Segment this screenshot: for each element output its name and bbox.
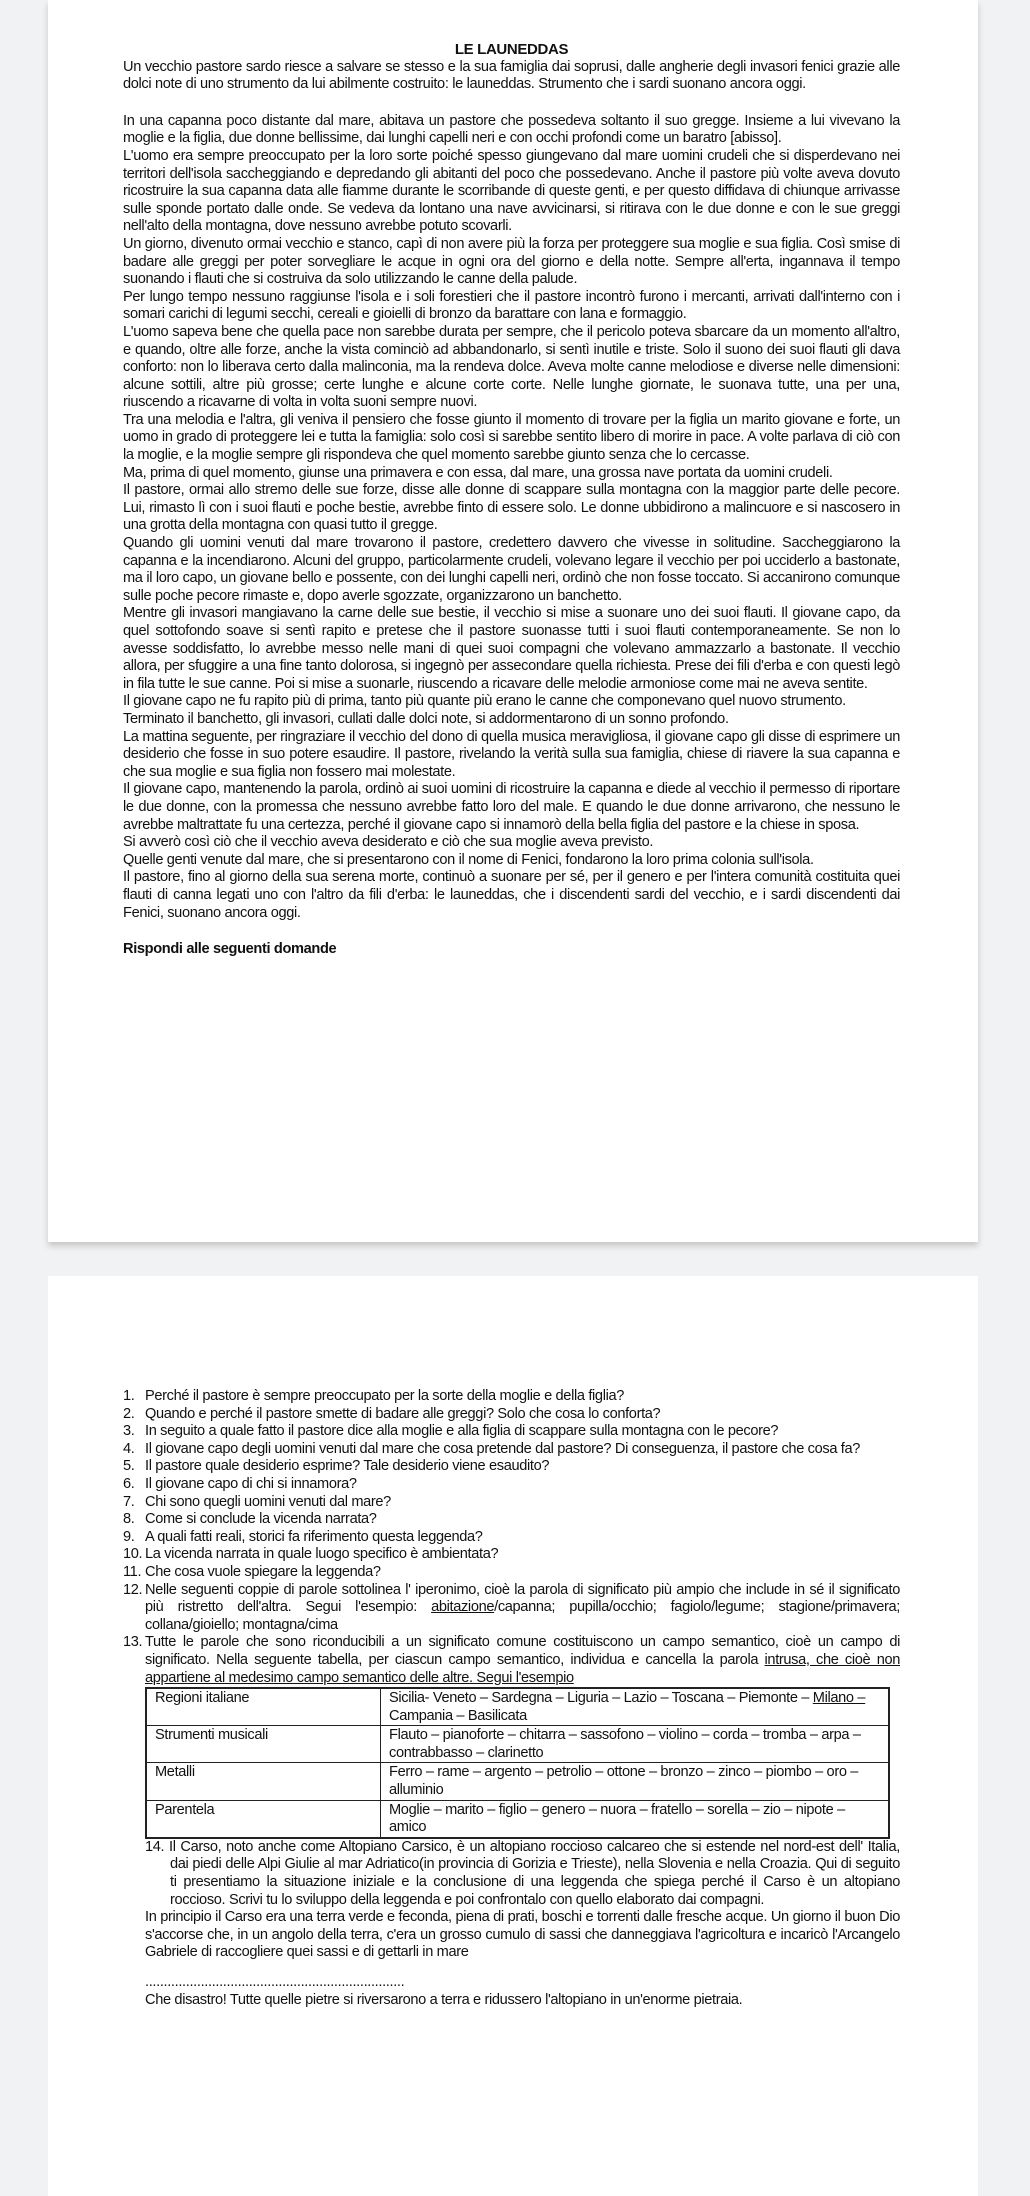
question-12: [123, 1582, 900, 1635]
legend-end: Che disastro! Tutte quelle pietre si riversarono a terra e ridussero l'altopiano in un'enorme pietraia.: [145, 1991, 743, 2008]
story-paragraph: Si avverò così ciò che il vecchio aveva desiderato e ciò che sua moglie aveva previsto.: [123, 834, 654, 851]
question-number: 6.: [123, 1475, 135, 1492]
question-text: Il giovane capo degli uomini venuti dal mare che cosa pretende dal pastore? Di conseguenza, il pastore che cosa fa?: [145, 1440, 861, 1457]
question-text: A quali fatti reali, storici fa riferimento questa leggenda?: [145, 1528, 483, 1545]
question-text: Chi sono quegli uomini venuti dal mare?: [145, 1493, 391, 1510]
answer-blank-line[interactable]: ......................................................................: [145, 1974, 405, 1990]
story-paragraph: Il giovane capo, mantenendo la parola, ordinò ai suoi uomini di ricostruire la capanna e diede al vecchio il permesso di riportare le due donne, con la promessa che nessuno avrebbe fatto loro del male. E quando le due donne arrivarono, che nessuno le avrebbe maltrattate fu una certezza, perché il giovane capo si innamorò della bella figlia del pastore e la chiese in sposa.: [123, 781, 900, 833]
question-item: [123, 1441, 900, 1459]
story-paragraph: In una capanna poco distante dal mare, abitava un pastore che possedeva soltanto il suo gregge. Insieme a lui vivevano la moglie e la figlia, due donne bellissime, dai lunghi capelli neri e con occhi profondi come un baratro [abisso].: [123, 112, 900, 147]
question-number: 7.: [123, 1493, 135, 1510]
question-number: 13.: [123, 1634, 143, 1651]
question-item: [123, 1564, 900, 1582]
question-13: [123, 1634, 900, 1687]
question-item: [123, 1494, 900, 1512]
story-body: [123, 113, 900, 922]
question-text: La vicenda narrata in quale luogo specifico è ambientata?: [145, 1546, 499, 1563]
question-number: 1.: [123, 1388, 135, 1404]
question-text: Nelle seguenti coppie di parole sottolinea l' iperonimo, cioè la parola di significato più ampio che include in sé il significato più ristretto dell'altra. Segui l'esempio:: [145, 1581, 900, 1616]
question-item: [123, 1511, 900, 1529]
question-item: [123, 1458, 900, 1476]
question-number: 4.: [123, 1440, 135, 1457]
table-row: [146, 1726, 889, 1763]
question-number: 9.: [123, 1528, 135, 1545]
story-intro: Un vecchio pastore sardo riesce a salvare se stesso e la sua famiglia dai soprusi, dalle angherie degli invasori fenici grazie alle dolci note di uno strumento da lui abilmente costruito: le launeddas. Strumento che i sardi suonano ancora oggi.: [123, 58, 900, 93]
question-number: 11.: [123, 1563, 142, 1580]
question-item: [123, 1529, 900, 1547]
question-item: [123, 1406, 900, 1424]
question-text: Quando e perché il pastore smette di badare alle greggi? Solo che cosa lo conforta?: [145, 1405, 661, 1422]
question-item: [123, 1476, 900, 1494]
question-text: In seguito a quale fatto il pastore dice alla moglie e alla figlia di scappare sulla montagna con le pecore?: [145, 1423, 779, 1440]
question-text: Che cosa vuole spiegare la leggenda?: [145, 1563, 381, 1580]
story-paragraph: L'uomo era sempre preoccupato per la loro sorte poiché spesso giungevano dal mare uomini crudeli che si disperdevano nei territori dell'isola saccheggiando e depredando gli abitanti del poco che possedevano. Anche il pastore più volte aveva dovuto ricostruire la sua capanna data alle fiamme durante le scorribande di queste genti, e per questo diffidava di chiunque arrivasse sulle sponde portato dalle onde. Se vedeva da lontano una nave avvicinarsi, si ritirava con le due donne e con le sue greggi nell'alto della montagna, dove nessuno avrebbe potuto scovarli.: [123, 147, 900, 235]
semantic-field-name: Parentela: [146, 1800, 381, 1838]
question-text-underlined: intrusa, che cioè non appartiene al medesimo campo semantico delle altre. Segui l'esempio: [145, 1651, 901, 1686]
legend-start: In principio il Carso era una terra verde e feconda, piena di prati, boschi e torrenti dalle fresche acque. Un giorno il buon Dio s'accorse che, in un angolo della terra, c'era un grosso cumulo di sassi che danneggiava l'agricoltura e incaricò l'Arcangelo Gabriele di raccogliere quei sassi e di gettarli in mare: [145, 1909, 900, 1961]
crossed-intruder-example: Milano –: [812, 1690, 866, 1707]
question-number: 3.: [123, 1423, 135, 1440]
question-item: [123, 1388, 900, 1406]
story-paragraph: Mentre gli invasori mangiavano la carne delle sue bestie, il vecchio si mise a suonare uno dei suoi flauti. Il giovane capo, da quel sottofondo soave si sentì rapito e pretese che il pastore suonasse tutti i suoi flauti contemporaneamente. Se non lo avesse soddisfatto, lo avrebbe messo nelle mani di quei suoi compagni che volevano ammazzarlo a bastonate. Il vecchio allora, per sfuggire a una fine tanto dolorosa, si ingegnò per assecondare quella richiesta. Prese dei fili d'erba e con questi legò in fila tutte le sue canne. Poi si mise a suonarle, riuscendo a ricavare delle melodie armoniose come mai ne aveva sentite.: [123, 605, 900, 692]
question-item: [123, 1546, 900, 1564]
question-number: 10.: [123, 1546, 143, 1563]
question-text: Perché il pastore è sempre preoccupato per la sorte della moglie e della figlia?: [145, 1388, 625, 1404]
word-list: Ferro – rame – argento – petrolio – ottone – bronzo – zinco – piombo – oro – alluminio: [389, 1764, 859, 1799]
story-paragraph: La mattina seguente, per ringraziare il vecchio del dono di quella musica meravigliosa, il giovane capo gli disse di esprimere un desiderio che fosse in suo potere esaudire. Il pastore, rivelando la verità sulla sua famiglia, chiese di riavere la sua capanna e che sua moglie e sua figlia non fossero mai molestate.: [123, 728, 900, 780]
semantic-field-name: Regioni italiane: [146, 1688, 381, 1726]
story-paragraph: Terminato il banchetto, gli invasori, cullati dalle dolci note, si addormentarono di un sonno profondo.: [123, 710, 729, 727]
questions-list: [123, 1388, 900, 1582]
semantic-field-words: [381, 1800, 890, 1838]
story-paragraph: Il pastore, fino al giorno della sua serena morte, continuò a suonare per sé, per il genero e per l'intera comunità costituita quei flauti di canna legati uno con l'altro da fili d'erba: le launeddas, che i discendenti sardi del vecchio, e i sardi discendenti dai Fenici, suonano ancora oggi.: [123, 869, 900, 921]
example-underlined-word: abitazione: [431, 1599, 495, 1616]
semantic-field-name: Strumenti musicali: [146, 1726, 381, 1763]
story-title: LE LAUNEDDAS: [454, 41, 569, 58]
semantic-field-words: [381, 1726, 890, 1763]
table-row: [146, 1763, 889, 1800]
document-page-2: [48, 1276, 978, 2196]
word-list: Flauto – pianoforte – chitarra – sassofono – violino – corda – tromba – arpa – contrabbasso – clarinetto: [389, 1727, 861, 1761]
question-text: Il giovane capo di chi si innamora?: [145, 1475, 357, 1492]
page-2-content: [123, 1388, 900, 2009]
question-item: [123, 1423, 900, 1441]
questions-heading: Rispondi alle seguenti domande: [123, 941, 337, 958]
table-row: [146, 1800, 889, 1838]
word-list: Sicilia- Veneto – Sardegna – Liguria – Lazio – Toscana – Piemonte –: [389, 1690, 813, 1707]
story-paragraph: Per lungo tempo nessuno raggiunse l'isola e i soli forestieri che il pastore incontrò furono i mercanti, arrivati dall'interno con i somari carichi di legumi secchi, cereali e gioielli di bronzo da barattare con lana e formaggio.: [123, 288, 900, 323]
question-number: 5.: [123, 1458, 135, 1475]
semantic-field-words: [381, 1688, 890, 1726]
word-list: Campania – Basilicata: [389, 1707, 527, 1724]
story-paragraph: Tra una melodia e l'altra, gli veniva il pensiero che fosse giunto il momento di trovare per la figlia un marito giovane e forte, un uomo in grado di proteggere lei e tutta la famiglia: solo così si sarebbe sentito libero di morire in pace. A volte parlava di ciò con la moglie, e la moglie sempre gli rispondeva che quel momento sarebbe giunto senza che lo cercasse.: [123, 411, 900, 464]
question-number: 2.: [123, 1405, 135, 1422]
word-list: Moglie – marito – figlio – genero – nuora – fratello – sorella – zio – nipote – amico: [389, 1801, 845, 1836]
story-paragraph: Ma, prima di quel momento, giunse una primavera e con essa, dal mare, una grossa nave portata da uomini crudeli.: [123, 464, 833, 481]
question-number: 8.: [123, 1511, 135, 1528]
story-paragraph: Quando gli uomini venuti dal mare trovarono il pastore, credettero davvero che vivesse in solitudine. Saccheggiarono la capanna e la incendiarono. Alcuni del gruppo, particolarmente crudeli, volevano legare il vecchio per poi ucciderlo a bastonate, ma il loro capo, un giovane bello e possente, con dei lunghi capelli neri, ordinò che non fosse toccato. Si accanirono comunque sulle poche pecore rimaste e, dopo averle sgozzate, organizzarono un banchetto.: [123, 535, 900, 604]
document-page-1: [48, 0, 978, 1242]
story-paragraph: Quelle genti venute dal mare, che si presentarono con il nome di Fenici, fondarono la loro prima colonia sull'isola.: [123, 851, 814, 868]
table-row: [146, 1688, 889, 1726]
question-text: /capanna; pupilla/occhio; fagiolo/legume; stagione/primavera; collana/gioiello; montagna/cima: [145, 1599, 900, 1633]
semantic-field-name: Metalli: [146, 1763, 381, 1800]
question-number: 12.: [123, 1581, 143, 1598]
question-text: Il pastore quale desiderio esprime? Tale desiderio viene esaudito?: [145, 1458, 550, 1475]
question-text: Tutte le parole che sono riconducibili a un significato comune costituiscono un campo semantico, cioè un campo di significato. Nella seguente tabella, per ciascun campo semantico, individua e cancella la parola: [145, 1634, 900, 1668]
question-14: 14. Il Carso, noto anche come Altopiano Carsico, è un altopiano roccioso calcareo che si estende nel nord-est dell' Italia, dai piedi delle Alpi Giulie al mar Adriatico(in provincia di Gorizia e Trieste), nella Slovenia e nella Croazia. Qui di seguito ti presentiamo la situazione iniziale e la conclusione di una leggenda che spiega perché il Carso è un altopiano roccioso. Scrivi tu lo sviluppo della leggenda e poi confrontalo con quello elaborato dai compagni.: [145, 1838, 900, 1908]
page-1-content: [123, 41, 900, 959]
semantic-fields-table: [145, 1687, 890, 1839]
semantic-field-words: [381, 1763, 890, 1800]
story-paragraph: Un giorno, divenuto ormai vecchio e stanco, capì di non avere più la forza per proteggere sua moglie e sua figlia. Così smise di badare alle greggi per poter sorvegliare le acque in ogni ora del giorno e della notte. Sempre all'erta, ingannava il tempo suonando i flauti che si costruiva da solo utilizzando le canne della palude.: [123, 235, 900, 288]
story-paragraph: Il pastore, ormai allo stremo delle sue forze, disse alle donne di scappare sulla montagna con la maggior parte delle pecore. Lui, rimasto lì con i suoi flauti e poche bestie, avrebbe finto di essere solo. Le donne ubbidirono a malincuore e si nascosero in una grotta della montagna con quasi tutto il gregge.: [123, 482, 900, 534]
story-paragraph: L'uomo sapeva bene che quella pace non sarebbe durata per sempre, che il pericolo poteva sbarcare da un momento all'altro, e quando, oltre alle forze, anche la vista cominciò ad abbandonarlo, si sentì inutile e triste. Solo il suono dei suoi flauti gli dava conforto: non lo liberava certo dalla malinconia, ma la rendeva dolce. Aveva molte canne melodiose e diverse nelle dimensioni: alcune sottili, altre più grosse; certe lunghe e alcune corte corte. Nelle lunghe giornate, le suonava tutte, una per una, riuscendo a ricavarne di volta in volta suoni sempre nuovi.: [123, 323, 900, 411]
question-text: Come si conclude la vicenda narrata?: [145, 1511, 377, 1528]
story-paragraph: Il giovane capo ne fu rapito più di prima, tanto più quante più erano le canne che componevano quel nuovo strumento.: [123, 693, 846, 710]
